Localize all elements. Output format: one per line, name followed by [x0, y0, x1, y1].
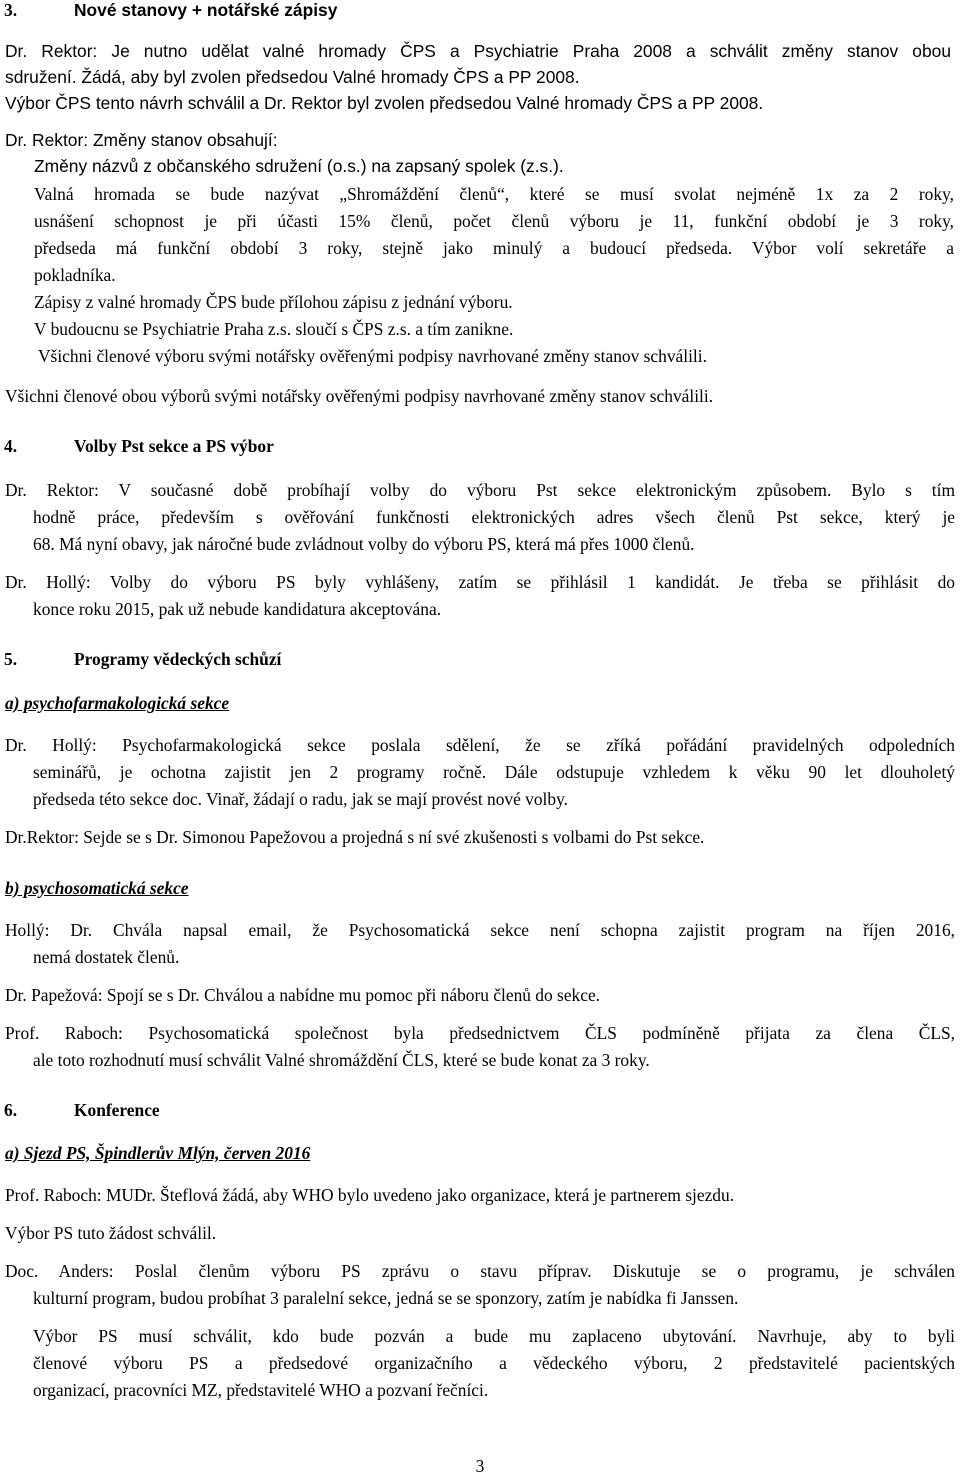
paragraph-line: konce roku 2015, pak už nebude kandidatura akceptována. [33, 599, 442, 619]
paragraph-line: Dr. Papežová: Spojí se s Dr. Chválou a nabídne mu pomoc při náboru členů do sekce. [5, 985, 601, 1005]
paragraph-line: Dr. Rektor: Změny stanov obsahují: [5, 130, 278, 150]
paragraph-line: kulturní program, budou probíhat 3 paralelní sekce, jedná se se sponzory, zatím je nabídka fi Janssen. [33, 1288, 739, 1308]
section-4-number: 4. [4, 436, 18, 456]
paragraph-line: hodně práce, především s ověřování funkčnosti elektronických adres všech členů Pst sekce, který je [33, 507, 955, 527]
paragraph-line: Všichni členové obou výborů svými notářsky ověřenými podpisy navrhované změny stanov schválili. [5, 386, 714, 406]
paragraph-line: Výbor ČPS tento návrh schválil a Dr. Rektor byl zvolen předsedou Valné hromady ČPS a PP 2008. [5, 93, 764, 113]
paragraph-line: sdružení. Žádá, aby byl zvolen předsedou Valné hromady ČPS a PP 2008. [5, 67, 580, 87]
paragraph-line: Prof. Raboch: Psychosomatická společnost byla předsednictvem ČLS podmíněně přijata za člena ČLS, [5, 1023, 955, 1043]
section-4-title: Volby Pst sekce a PS výbor [74, 436, 274, 456]
paragraph-line: předseda této sekce doc. Vinař, žádají o radu, jak se mají provést nové volby. [33, 789, 568, 809]
section-5-title: Programy vědeckých schůzí [74, 649, 282, 669]
page-number: 3 [475, 1456, 485, 1476]
paragraph-line: nemá dostatek členů. [33, 947, 180, 967]
paragraph-line: Výbor PS tuto žádost schválil. [5, 1223, 217, 1243]
paragraph-line: členové výboru PS a předsedové organizačního a vědeckého výboru, 2 představitelé pacientských [33, 1353, 955, 1373]
section-5-number: 5. [4, 649, 18, 669]
section-6-number: 6. [4, 1100, 18, 1120]
paragraph-line: Dr.Rektor: Sejde se s Dr. Simonou Papežovou a projedná s ní své zkušenosti s volbami do Pst sekce. [5, 827, 705, 847]
paragraph-line: Zápisy z valné hromady ČPS bude přílohou zápisu z jednání výboru. [34, 292, 513, 312]
paragraph-line: předseda má funkční období 3 roky, stejně jako minulý a budoucí předseda. Výbor volí sekretáře a [34, 238, 954, 258]
paragraph-line: Prof. Raboch: MUDr. Šteflová žádá, aby WHO bylo uvedeno jako organizace, která je partnerem sjezdu. [5, 1185, 735, 1205]
section-3-title: Nové stanovy + notářské zápisy [74, 0, 338, 20]
paragraph-line: Změny názvů z občanského sdružení (o.s.) na zapsaný spolek (z.s.). [34, 156, 564, 176]
paragraph-line: Dr. Rektor: Je nutno udělat valné hromady ČPS a Psychiatrie Praha 2008 a schválit změny stanov obou [5, 41, 951, 61]
paragraph-line: V budoucnu se Psychiatrie Praha z.s. sloučí s ČPS z.s. a tím zanikne. [34, 319, 514, 339]
paragraph-line: organizací, pracovníci MZ, představitelé WHO a pozvaní řečníci. [33, 1380, 489, 1400]
paragraph-line: Všichni členové výboru svými notářsky ověřenými podpisy navrhované změny stanov schválili. [38, 346, 707, 366]
paragraph-line: Valná hromada se bude nazývat „Shromáždění členů“, které se musí svolat nejméně 1x za 2 roky, [34, 184, 954, 204]
paragraph-line: pokladníka. [34, 265, 116, 285]
paragraph-line: Doc. Anders: Poslal členům výboru PS zprávu o stavu příprav. Diskutuje se o programu, je schválen [5, 1261, 955, 1281]
section-6-title: Konference [74, 1100, 160, 1120]
subsection-a-heading: a) psychofarmakologická sekce [5, 693, 230, 713]
paragraph-line: seminářů, je ochotna zajistit jen 2 programy ročně. Dále odstupuje vzhledem k věku 90 let dlouholetý [33, 762, 955, 782]
section-3-number: 3. [4, 0, 18, 20]
paragraph-line: Dr. Rektor: V současné době probíhají volby do výboru Pst sekce elektronickým způsobem. Bylo s tím [5, 480, 955, 500]
subsection-a-heading: a) Sjezd PS, Špindlerův Mlýn, červen 2016 [5, 1143, 311, 1163]
paragraph-line: 68. Má nyní obavy, jak náročné bude zvládnout volby do výboru PS, která má přes 1000 členů. [33, 534, 695, 554]
paragraph-line: ale toto rozhodnutí musí schválit Valné shromáždění ČLS, které se bude konat za 3 roky. [33, 1050, 650, 1070]
paragraph-line: Výbor PS musí schválit, kdo bude pozván a bude mu zaplaceno ubytování. Navrhuje, aby to byli [33, 1326, 955, 1346]
paragraph-line: Dr. Hollý: Volby do výboru PS byly vyhlášeny, zatím se přihlásil 1 kandidát. Je třeba se přihlásit do [5, 572, 955, 592]
paragraph-line: Dr. Hollý: Psychofarmakologická sekce poslala sdělení, že se zříká pořádání pravidelných odpoledních [5, 735, 955, 755]
subsection-b-heading: b) psychosomatická sekce [5, 878, 189, 898]
paragraph-line: usnášení schopnost je při účasti 15% členů, počet členů výboru je 11, funkční období je 3 roky, [34, 211, 954, 231]
paragraph-line: Hollý: Dr. Chvála napsal email, že Psychosomatická sekce není schopna zajistit program na říjen 2016, [5, 920, 955, 940]
